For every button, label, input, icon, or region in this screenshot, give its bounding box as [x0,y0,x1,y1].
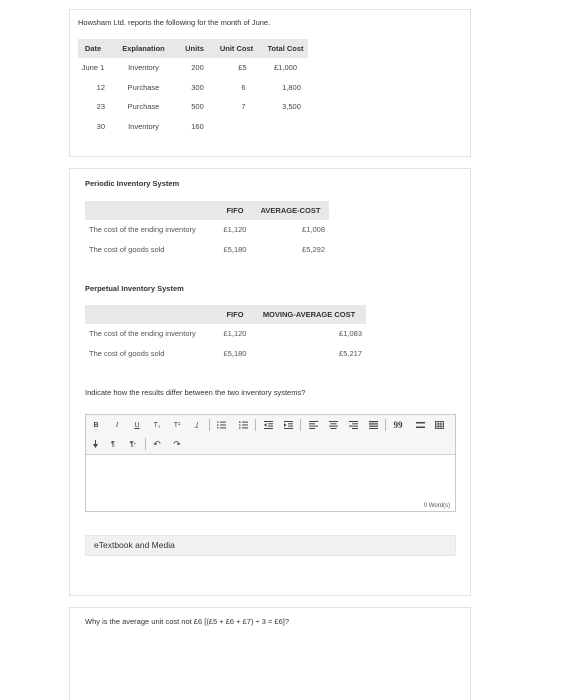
toolbar-divider [145,438,146,450]
toolbar-divider [385,419,386,431]
cell-total-cost [263,117,308,137]
ordered-list-icon[interactable] [214,418,228,432]
table-row [78,97,308,117]
answer-editor [85,414,456,512]
cell-total-cost: 1,800 [282,82,301,92]
ltr-direction-icon[interactable]: ¶ [111,440,115,448]
moving-average-value: £5,217 [339,348,362,358]
cell-date: 30 [96,121,105,131]
toolbar-divider [255,419,256,431]
clear-format-button[interactable]: I̲ [196,421,198,429]
cell-date: 12 [96,82,105,92]
table-row [78,117,308,137]
row-label: The cost of goods sold [89,244,165,254]
cell-explanation: Inventory [128,63,159,73]
editor-text-area[interactable] [86,456,455,511]
question-text: Why is the average unit cost not £6 [(£5 + £6 + £7) ÷ 3 = £6]? [85,617,290,626]
blockquote-button[interactable]: 99 [393,420,403,430]
intro-text: Howsham Ltd. reports the following for the month of June. [78,18,271,27]
align-justify-icon[interactable] [366,418,380,432]
fifo-value: £5,180 [223,244,247,254]
subscript-button[interactable]: T₁ [153,421,161,429]
cell-unit-cost: £5 [238,63,247,73]
editor-toolbar [86,415,455,455]
row-label: The cost of goods sold [89,348,165,358]
horizontal-rule-icon[interactable] [413,418,427,432]
cell-units: 500 [191,102,204,112]
redo-icon[interactable]: ↷ [173,438,181,449]
cell-unit-cost [210,117,263,137]
cell-explanation: Purchase [127,82,160,92]
cell-unit-cost: 7 [241,102,246,112]
row-label: The cost of the ending inventory [89,225,196,235]
perpetual-results-table [85,305,366,363]
rtl-direction-icon[interactable]: ¶· [129,440,137,448]
next-question-card [69,607,471,700]
header-fifo: FIFO [218,201,252,220]
average-cost-value: £5,292 [302,244,325,254]
table-row [85,324,366,344]
toolbar-divider [300,419,301,431]
anchor-icon[interactable] [88,437,102,451]
unordered-list-icon[interactable] [236,418,250,432]
header-date: Date [78,39,108,58]
cell-explanation: Purchase [127,102,160,112]
header-blank [85,201,218,220]
align-right-icon[interactable] [346,418,360,432]
fifo-value: £1,120 [223,329,247,339]
undo-icon[interactable]: ↶ [153,438,161,449]
italic-button[interactable]: I [115,421,119,429]
etextbook-media-link[interactable]: eTextbook and Media [85,535,456,556]
header-total-cost: Total Cost [263,39,308,58]
header-blank [85,305,218,324]
table-row [78,58,308,78]
perpetual-section-title: Perpetual Inventory System [85,284,184,293]
cell-units: 160 [191,121,204,131]
cell-date: June 1 [81,63,105,73]
table-row [78,78,308,98]
table-header-row [78,39,308,58]
fifo-value: £5,180 [223,348,247,358]
table-icon[interactable] [432,418,446,432]
header-moving-average-cost: MOVING-AVERAGE COST [252,305,366,324]
cell-total-cost: 3,500 [282,102,301,112]
bold-button[interactable]: B [93,421,99,429]
moving-average-value: £1,083 [339,329,362,339]
problem-data-card [69,9,471,157]
fifo-value: £1,120 [223,225,247,235]
table-header-row [85,201,329,220]
underline-button[interactable]: U [134,421,140,429]
superscript-button[interactable]: T¹ [173,421,181,429]
average-cost-value: £1,008 [302,225,325,235]
question-text: Indicate how the results differ between the two inventory systems? [85,388,306,397]
periodic-results-table [85,201,329,259]
cell-unit-cost: 6 [241,82,246,92]
cell-units: 300 [191,82,204,92]
word-count: 0 Word(s) [423,503,450,509]
align-left-icon[interactable] [306,418,320,432]
cell-explanation: Inventory [128,121,159,131]
indent-icon[interactable] [281,418,295,432]
cell-units: 200 [191,63,204,73]
outdent-icon[interactable] [261,418,275,432]
cell-date: 23 [96,102,105,112]
table-row [85,240,329,260]
answer-card [69,168,471,596]
header-fifo: FIFO [218,305,252,324]
header-explanation: Explanation [108,39,179,58]
header-units: Units [179,39,210,58]
cell-total-cost: £1,000 [274,63,297,73]
align-center-icon[interactable] [326,418,340,432]
row-label: The cost of the ending inventory [89,329,196,339]
toolbar-divider [209,419,210,431]
table-header-row [85,305,366,324]
table-row [85,220,329,240]
header-unit-cost: Unit Cost [210,39,263,58]
header-average-cost: AVERAGE-COST [252,201,329,220]
periodic-section-title: Periodic Inventory System [85,179,180,188]
table-row [85,344,366,364]
inventory-data-table [78,39,308,136]
